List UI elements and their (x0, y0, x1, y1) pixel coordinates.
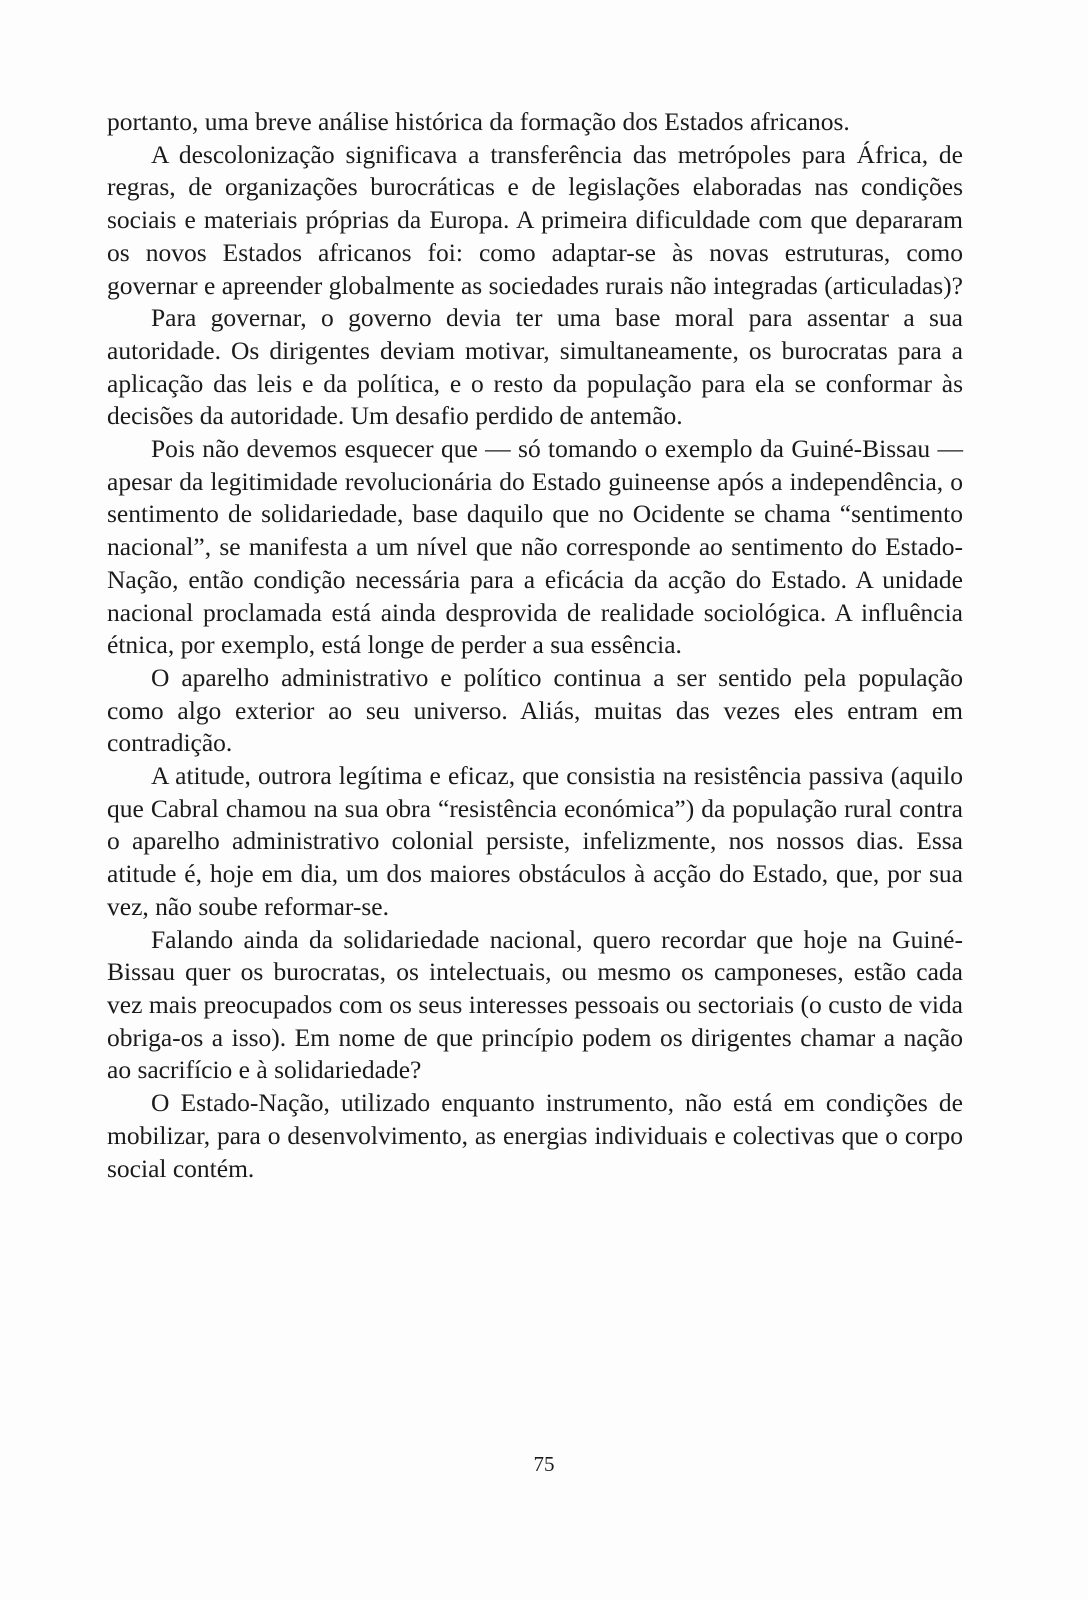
paragraph: Falando ainda da solidariedade nacional, quero recordar que hoje na Guiné-Bissau quer os burocratas, os intelectuais, ou mesmo os camponeses, estão cada vez mais preocupados com os seus interesses pessoais ou sectoriais (o custo de vida obriga-os a isso). Em nome de que princípio podem os dirigentes chamar a nação ao sacrifício e à solidariedade? (107, 924, 963, 1085)
paragraph: portanto, uma breve análise histórica da formação dos Estados africanos. (107, 107, 850, 136)
paragraph: Para governar, o governo devia ter uma base moral para assentar a sua autoridade. Os dirigentes deviam motivar, simultaneamente, os burocratas para a aplicação das leis e da política, e o resto da população para ela se conformar às decisões da autoridade. Um desafio perdido de antemão. (107, 303, 963, 431)
paragraph: A atitude, outrora legítima e eficaz, que consistia na resistência passiva (aquilo que Cabral chamou na sua obra “resistência económica”) da população rural contra o aparelho administrativo colonial persiste, infelizmente, nos nossos dias. Essa atitude é, hoje em dia, um dos maiores obstáculos à acção do Estado, que, por sua vez, não soube reformar-se. (107, 761, 963, 921)
paragraph: O aparelho administrativo e político continua a ser sentido pela população como algo exterior ao seu universo. Aliás, muitas das vezes eles entram em contradição. (107, 662, 963, 758)
body-text (107, 106, 963, 1185)
page-number: 75 (533, 1452, 555, 1476)
paragraph: Pois não devemos esquecer que — só tomando o exemplo da Guiné-Bissau — apesar da legitimidade revolucionária do Estado guineense após a independência, o sentimento de solidariedade, base daquilo que no Ocidente se chama “sentimento nacional”, se manifesta a um nível que não corresponde ao sentimento do Estado-Nação, então condição necessária para a eficácia da acção do Estado. A unidade nacional proclamada está ainda desprovida de realidade sociológica. A influência étnica, por exemplo, está longe de perder a sua essência. (107, 434, 963, 660)
paragraph: O Estado-Nação, utilizado enquanto instrumento, não está em condições de mobilizar, para o desenvolvimento, as energias individuais e colectivas que o corpo social contém. (107, 1088, 963, 1183)
paragraph: A descolonização significava a transferência das metrópoles para África, de regras, de organizações burocráticas e de legislações elaboradas nas condições sociais e materiais próprias da Europa. A primeira dificuldade com que depararam os novos Estados africanos foi: como adaptar-se às novas estruturas, como governar e apreender globalmente as sociedades rurais não integradas (articuladas)? (107, 139, 963, 300)
